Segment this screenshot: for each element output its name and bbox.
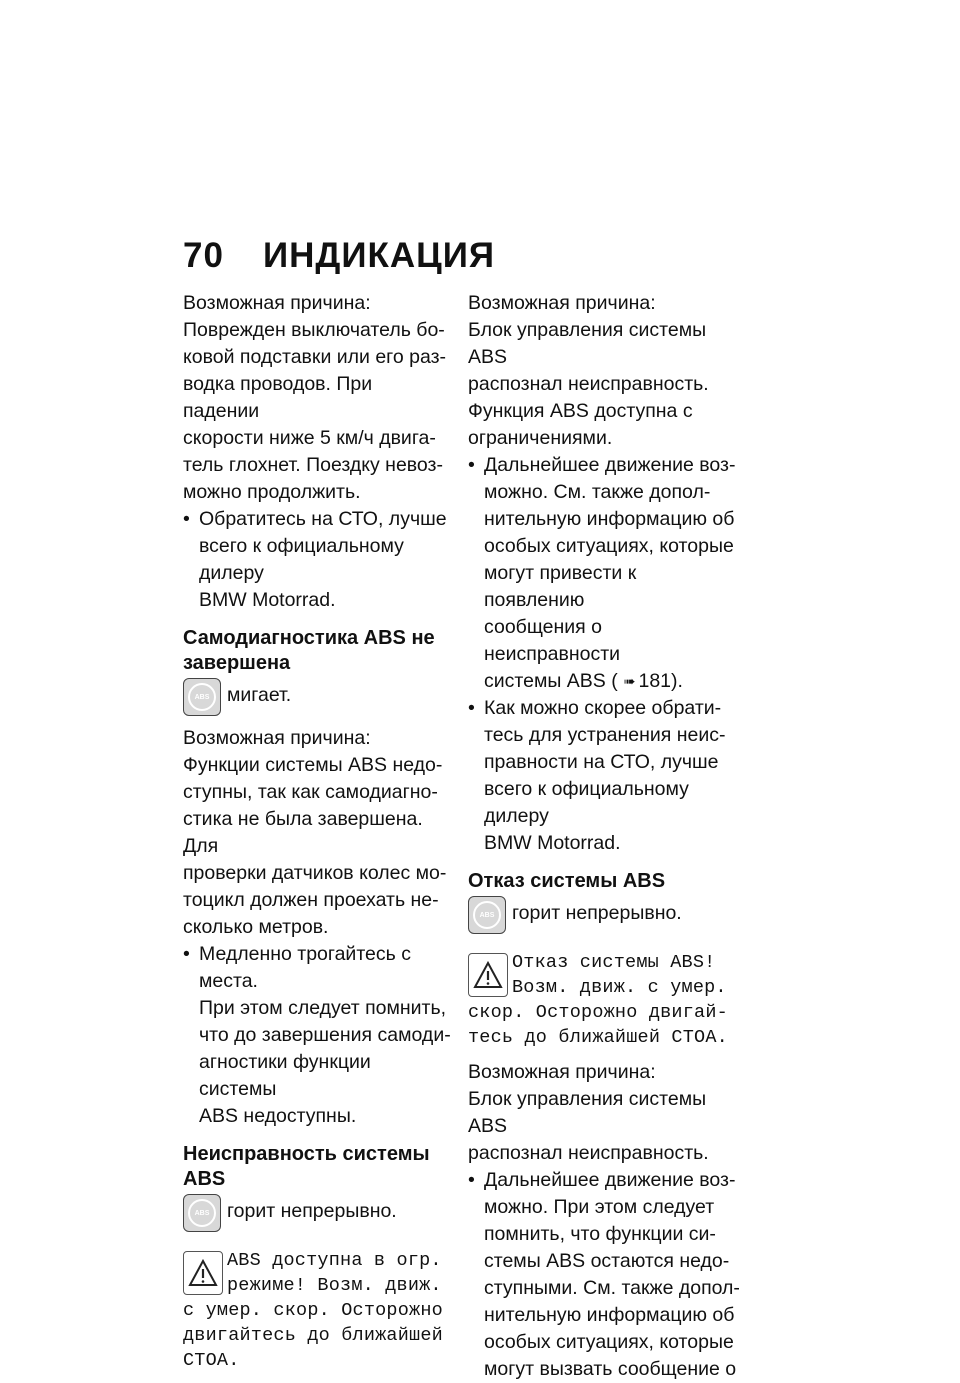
cause-text [183,752,451,941]
right-column [468,290,740,1383]
text-line: Блок управления системы ABS [468,1088,707,1137]
text-line: нительную информацию об [484,508,735,530]
text-line: BMW Motorrad. [484,832,621,854]
text-line: • Дальнейшее движение воз- [484,1169,736,1191]
text-line: ограничениями. [468,427,613,449]
indicator-row [183,678,451,716]
display-message [468,950,740,1050]
text-line: можно. При этом следует [484,1196,715,1218]
text-line: нительную информацию об [484,1304,735,1326]
text-line: • Дальнейшее движение воз- [484,454,736,476]
text-line: тель глохнет. Поездку невоз- [183,454,443,476]
text-line: • Медленно трогайтесь с места. [199,943,411,992]
text-line: тесь для устранения неис- [484,724,726,746]
text-line: можно продолжить. [183,481,361,503]
page-header [183,236,495,276]
text-line: двигайтесь до ближайшей [183,1325,443,1346]
indicator-state: горит непрерывно. [227,1200,397,1222]
text-line: распознал неисправность. [468,373,709,395]
page-reference-arrow-icon: ➠ [623,673,636,689]
text-line: помнить, что функции си- [484,1223,716,1245]
text-line: проверки датчиков колес мо- [183,862,447,884]
abs-warning-light-icon: ABS [183,678,221,716]
bullet-item [468,1167,740,1383]
text-line: всего к официальному дилеру [484,778,689,827]
section-heading [183,1142,451,1192]
text-line: завершена [183,652,291,674]
text-line: Возм. движ. с умер. [512,977,727,998]
cause-label: Возможная причина: [468,292,656,314]
abs-warning-light-icon: ABS [468,896,506,934]
text-line: Неисправность системы [183,1143,430,1165]
indicator-row [183,1194,451,1232]
text-line: водка проводов. При падении [183,373,373,422]
text-line: с умер. скор. Осторожно [183,1300,443,1321]
bullet-item [183,941,451,1130]
text-line: тоцикл должен проехать не- [183,889,439,911]
text-line: всего к официальному дилеру [199,535,404,584]
indicator-state: мигает. [227,684,292,706]
text-line: тесь до ближайшей СТОА. [468,1027,728,1048]
text-line: ABS [183,1168,226,1190]
cause-label: Возможная причина: [183,727,371,749]
indicator-state: горит непрерывно. [512,902,682,924]
text-line: стемы ABS остаются недо- [484,1250,730,1272]
text-line: Самодиагностика ABS не [183,627,435,649]
text-line: Отказ системы ABS! [512,952,716,973]
text-line: ABS недоступны. [199,1105,357,1127]
text-line: что до завершения самоди- [199,1024,451,1046]
page-title: ИНДИКАЦИЯ [263,236,496,275]
page-number: 70 [183,236,224,275]
text-line: сообщения о неисправности [484,616,621,665]
text-line: ABS доступна в огр. [227,1250,442,1271]
text-line: скор. Осторожно двигай- [468,1002,728,1023]
text-line: скорости ниже 5 км/ч двига- [183,427,436,449]
display-message-text [183,1248,451,1373]
display-message-text [468,950,740,1050]
text-line: стика не была завершена. Для [183,808,423,857]
cause-label: Возможная причина: [468,1061,656,1083]
page-reference[interactable]: 181). [638,670,683,692]
bullet-item [468,695,740,857]
text-line: Функция ABS доступна с [468,400,693,422]
text-line: ступны, так как самодиагно- [183,781,438,803]
text-line: могут вызвать сообщение о [484,1358,737,1380]
text-line: режиме! Возм. движ. [227,1275,442,1296]
cause-text [183,317,451,506]
text-line: • Как можно скорее обрати- [484,697,722,719]
cause-text [468,317,740,452]
section-heading [183,626,451,676]
bullet-item [183,506,451,614]
abs-warning-light-icon: ABS [183,1194,221,1232]
text-line: • Обратитесь на СТО, лучше [199,508,447,530]
text-line: ступными. См. также допол- [484,1277,740,1299]
left-column [183,290,451,1373]
text-line: BMW Motorrad. [199,589,336,611]
text-line: могут привести к появлению [484,562,637,611]
text-line: сколько метров. [183,916,329,938]
text-line: ковой подставки или его раз- [183,346,447,368]
text-line: распознал неисправность. [468,1142,709,1164]
warning-triangle-icon [468,953,508,997]
text-line: особых ситуациях, которые [484,535,734,557]
cause-label: Возможная причина: [183,292,371,314]
warning-triangle-icon [183,1251,223,1295]
cause-text [468,1086,740,1167]
text-line: Поврежден выключатель бо- [183,319,445,341]
text-line: правности на СТО, лучше [484,751,719,773]
text-line: особых ситуациях, которые [484,1331,734,1353]
section-heading: Отказ системы ABS [468,870,666,892]
bullet-item: • Дальнейшее движение воз- можно. См. также допол- нительную информацию об особых ситуациях, которые могут привести к появлению сообщения о неисправности системы ABS ( ➠ 181). [468,452,740,695]
text-line: Функции системы ABS недо- [183,754,443,776]
text-line: СТОА. [183,1350,240,1371]
text-line: Блок управления системы ABS [468,319,707,368]
text-line: При этом следует помнить, [199,997,447,1019]
text-line: агностики функции системы [199,1051,371,1100]
display-message [183,1248,451,1373]
indicator-row [468,896,740,934]
text-line: можно. См. также допол- [484,481,711,503]
